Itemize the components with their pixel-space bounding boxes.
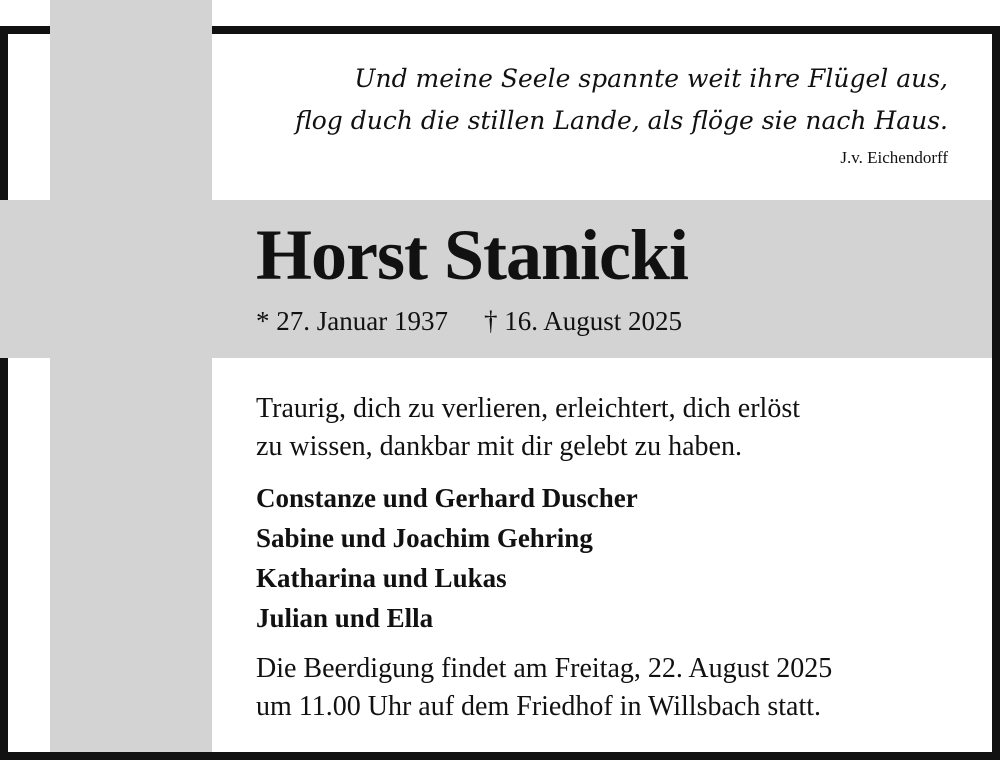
mourner-entry: Constanze und Gerhard Duscher — [256, 483, 638, 513]
birth-date: * 27. Januar 1937 — [256, 306, 448, 336]
mourners-list — [256, 478, 966, 638]
mourning-line-2: zu wissen, dankbar mit dir gelebt zu haben. — [256, 431, 742, 462]
quote-line-1: Und meine Seele spannte weit ihre Flügel aus, — [354, 64, 948, 93]
death-date: † 16. August 2025 — [483, 306, 682, 336]
poem-quote — [228, 58, 948, 142]
quote-author: J.v. Eichendorff — [840, 148, 948, 167]
life-dates — [256, 306, 682, 337]
funeral-notice — [256, 650, 966, 726]
mourning-text — [256, 390, 966, 466]
mourner-entry: Sabine und Joachim Gehring — [256, 523, 593, 553]
mourner-entry: Katharina und Lukas — [256, 563, 507, 593]
deceased-name: Horst Stanicki — [256, 215, 689, 295]
funeral-line-2: um 11.00 Uhr auf dem Friedhof in Willsbach statt. — [256, 691, 822, 722]
quote-line-2: flog duch die stillen Lande, als flöge sie nach Haus. — [295, 106, 948, 135]
mourning-line-1: Traurig, dich zu verlieren, erleichtert, dich erlöst — [256, 393, 800, 424]
cross-vertical-bar — [50, 0, 212, 752]
funeral-line-1: Die Beerdigung findet am Freitag, 22. August 2025 — [256, 653, 833, 684]
mourner-entry: Julian und Ella — [256, 603, 434, 633]
